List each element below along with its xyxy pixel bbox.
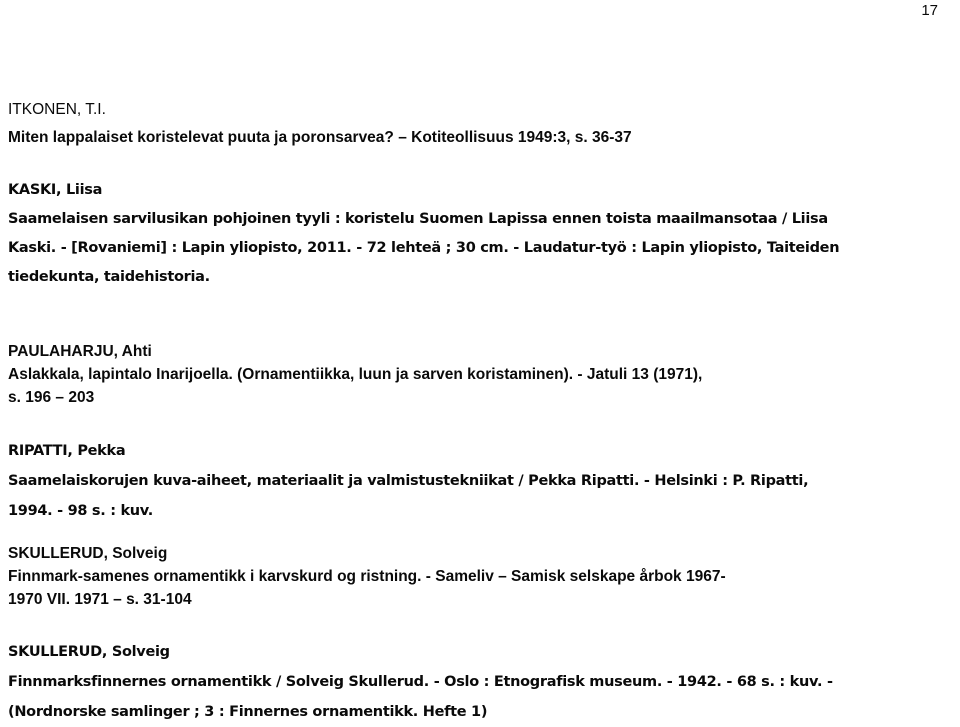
entry-text-line: Finnmark-samenes ornamentikk i karvskurd og ristning. - Sameliv – Samisk selskape årbok 1967- bbox=[8, 568, 726, 585]
entry-text-line: (Nordnorske samlinger ; 3 : Finnernes ornamentikk. Hefte 1) bbox=[8, 704, 488, 720]
bibliography-entry-paulaharju bbox=[8, 340, 948, 409]
entry-text-line: Miten lappalaiset koristelevat puuta ja poronsarvea? – Kotiteollisuus 1949:3, s. 36-37 bbox=[8, 129, 632, 146]
entry-author: RIPATTI, Pekka bbox=[8, 443, 126, 459]
entry-text-line: Kaski. - [Rovaniemi] : Lapin yliopisto, 2011. - 72 lehteä ; 30 cm. - Laudatur-työ : Lapin yliopisto, Taiteiden bbox=[8, 240, 840, 256]
bibliography-entry-skullerud-1 bbox=[8, 542, 948, 611]
page-number: 17 bbox=[921, 2, 938, 19]
bibliography-entry-ripatti bbox=[8, 436, 948, 526]
entry-author: ITKONEN, T.I. bbox=[8, 101, 106, 118]
entry-text-line: Aslakkala, lapintalo Inarijoella. (Ornamentiikka, luun ja sarven koristaminen). - Jatuli 13 (1971), bbox=[8, 366, 703, 383]
entry-author: PAULAHARJU, Ahti bbox=[8, 343, 152, 360]
entry-text-line: tiedekunta, taidehistoria. bbox=[8, 269, 210, 285]
entry-author: SKULLERUD, Solveig bbox=[8, 545, 168, 562]
entry-text-line: Saamelaiskorujen kuva-aiheet, materiaalit ja valmistustekniikat / Pekka Ripatti. - Helsinki : P. Ripatti, bbox=[8, 473, 809, 489]
entry-text-line: 1970 VII. 1971 – s. 31-104 bbox=[8, 591, 192, 608]
entry-author: SKULLERUD, Solveig bbox=[8, 644, 170, 660]
bibliography-entry-itkonen bbox=[8, 96, 948, 152]
entry-text-line: Finnmarksfinnernes ornamentikk / Solveig Skullerud. - Oslo : Etnografisk museum. - 1942. - 68 s. : kuv. - bbox=[8, 674, 833, 690]
entry-author: KASKI, Liisa bbox=[8, 182, 103, 198]
bibliography-entry-skullerud-2 bbox=[8, 637, 948, 727]
entry-text-line: 1994. - 98 s. : kuv. bbox=[8, 503, 153, 519]
entry-text-line: Saamelaisen sarvilusikan pohjoinen tyyli : koristelu Suomen Lapissa ennen toista maailmansotaa / Liisa bbox=[8, 211, 828, 227]
bibliography-entry-kaski bbox=[8, 176, 948, 292]
entry-text-line: s. 196 – 203 bbox=[8, 389, 95, 406]
